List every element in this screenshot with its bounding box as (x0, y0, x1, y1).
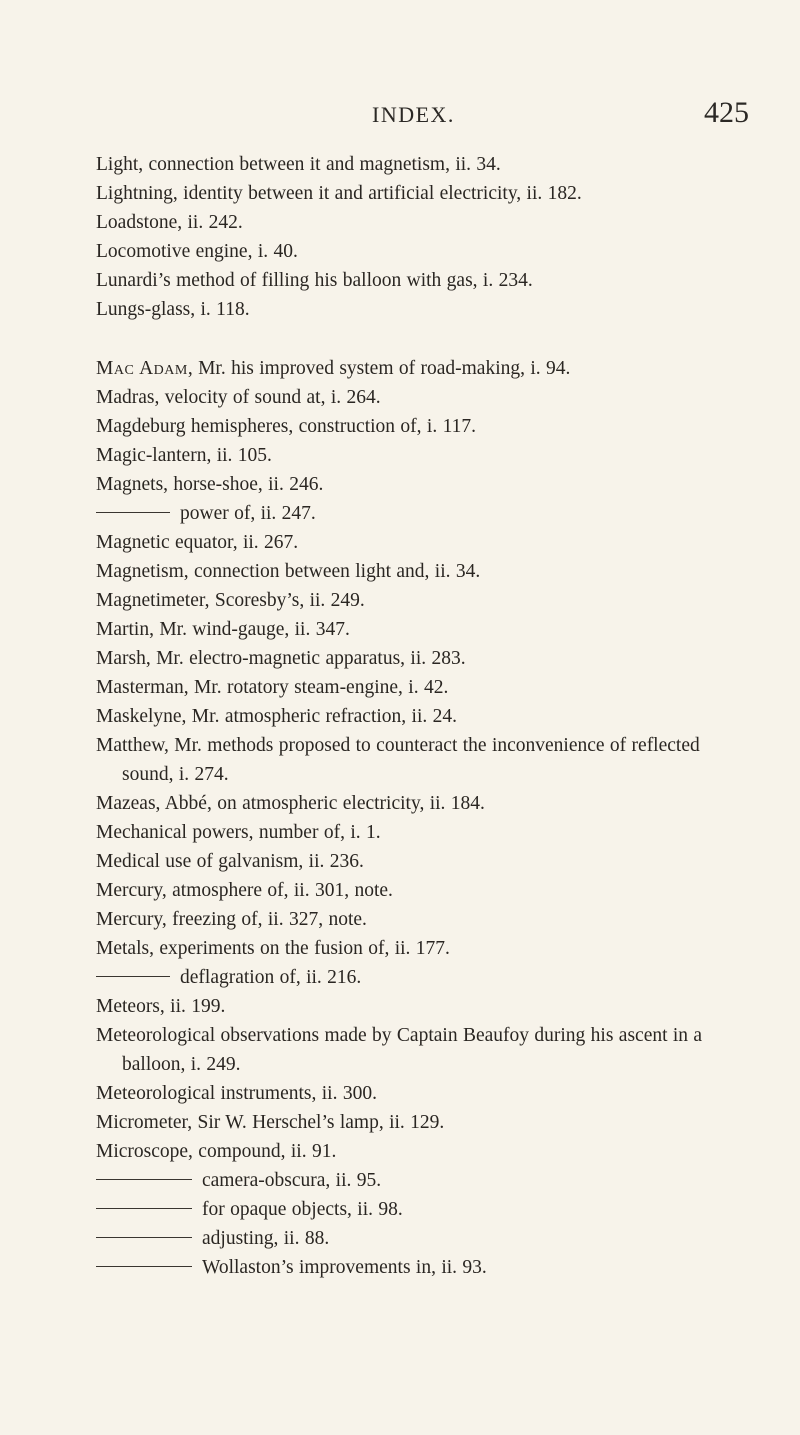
index-entry: Mercury, atmosphere of, ii. 301, note. (96, 880, 393, 901)
index-entry: Light, connection between it and magnetism, ii. 34. (96, 154, 501, 175)
index-entry: Micrometer, Sir W. Herschel’s lamp, ii. 129. (96, 1112, 445, 1133)
index-entry: Meteors, ii. 199. (96, 996, 226, 1017)
page-header (0, 96, 800, 138)
index-entry: Meteorological observations made by Captain Beaufoy during his ascent in a balloon, i. 249. (96, 1025, 703, 1075)
index-entry: Magdeburg hemispheres, construction of, i. 117. (96, 416, 476, 437)
index-entry: Lightning, identity between it and artificial electricity, ii. 182. (96, 183, 582, 204)
index-subentry: Wollaston’s improvements in, ii. 93. (96, 1253, 736, 1282)
ditto-dash (96, 976, 170, 978)
index-entry: Mac Adam, Mr. his improved system of road-making, i. 94. (96, 358, 571, 379)
index-subentry: power of, ii. 247. (96, 499, 736, 528)
index-entry: Magnetimeter, Scoresby’s, ii. 249. (96, 590, 365, 611)
index-entry: Matthew, Mr. methods proposed to counteract the inconvenience of reflected sound, i. 274. (96, 735, 700, 785)
page-number: 425 (704, 96, 749, 129)
index-entry: Locomotive engine, i. 40. (96, 241, 298, 262)
index-entry: Mechanical powers, number of, i. 1. (96, 822, 381, 843)
index-entry: Magnetic equator, ii. 267. (96, 532, 299, 553)
index-entry: Marsh, Mr. electro-magnetic apparatus, ii. 283. (96, 648, 466, 669)
index-entries (96, 150, 736, 1282)
index-entry: Magic-lantern, ii. 105. (96, 445, 272, 466)
index-entry: Madras, velocity of sound at, i. 264. (96, 387, 381, 408)
ditto-dash (96, 512, 170, 514)
running-title: INDEX. (372, 102, 455, 127)
index-subentry: camera-obscura, ii. 95. (96, 1166, 736, 1195)
entry-heading-smallcaps: Mac Adam (96, 358, 188, 379)
index-entry: Lunardi’s method of filling his balloon with gas, i. 234. (96, 270, 533, 291)
index-subentry: for opaque objects, ii. 98. (96, 1195, 736, 1224)
index-entry: Metals, experiments on the fusion of, ii. 177. (96, 938, 450, 959)
index-entry: Martin, Mr. wind-gauge, ii. 347. (96, 619, 350, 640)
index-entry: Lungs-glass, i. 118. (96, 299, 250, 320)
index-entry: Loadstone, ii. 242. (96, 212, 243, 233)
index-entry: Meteorological instruments, ii. 300. (96, 1083, 377, 1104)
ditto-dash (96, 1208, 192, 1210)
index-entry: Maskelyne, Mr. atmospheric refraction, ii. 24. (96, 706, 457, 727)
index-entry: Mercury, freezing of, ii. 327, note. (96, 909, 367, 930)
index-subentry: deflagration of, ii. 216. (96, 963, 736, 992)
index-entry: Medical use of galvanism, ii. 236. (96, 851, 364, 872)
index-entry: Magnets, horse-shoe, ii. 246. (96, 474, 324, 495)
index-entry: Microscope, compound, ii. 91. (96, 1141, 337, 1162)
ditto-dash (96, 1179, 192, 1181)
index-subentry: adjusting, ii. 88. (96, 1224, 736, 1253)
index-entry: Masterman, Mr. rotatory steam-engine, i. 42. (96, 677, 449, 698)
index-entry: Magnetism, connection between light and, ii. 34. (96, 561, 481, 582)
index-entry: Mazeas, Abbé, on atmospheric electricity, ii. 184. (96, 793, 485, 814)
ditto-dash (96, 1237, 192, 1239)
ditto-dash (96, 1266, 192, 1268)
